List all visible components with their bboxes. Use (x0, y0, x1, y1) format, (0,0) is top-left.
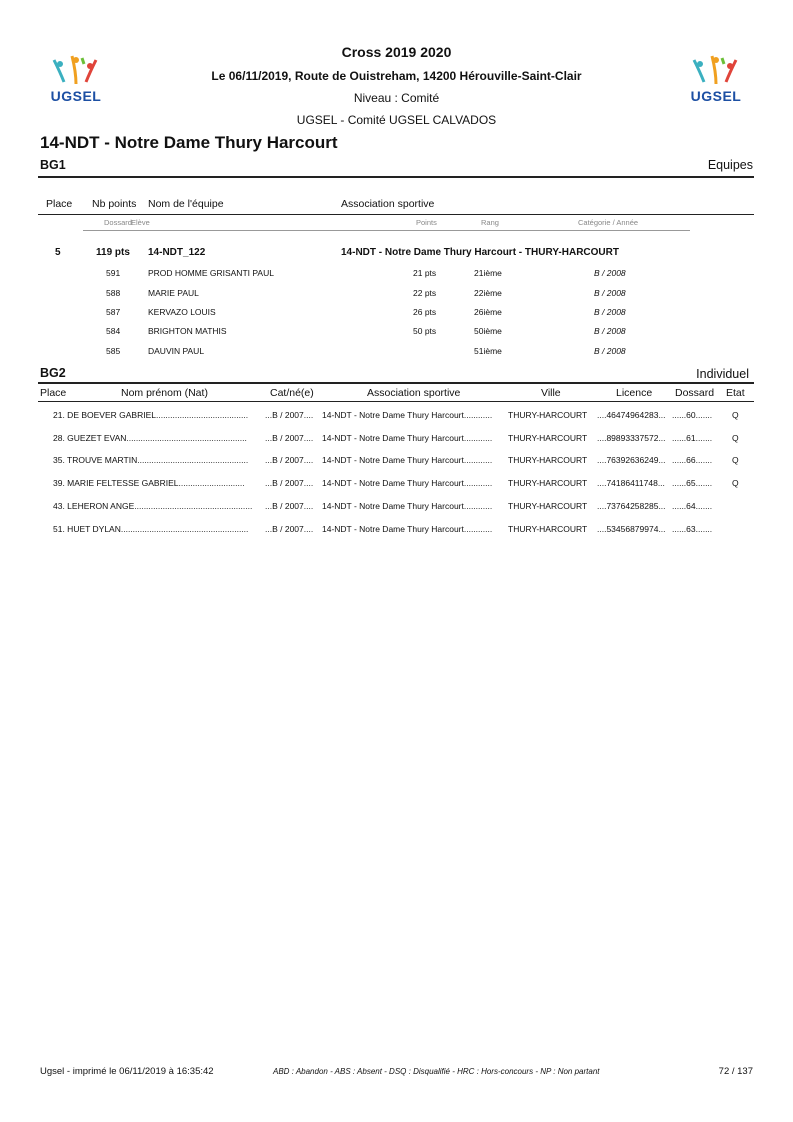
athlete-name: 28. GUEZET EVAN................................................... (53, 433, 247, 443)
niveau-label: Niveau : Comité (353, 91, 440, 105)
athlete-licence: ....76392636249... (597, 455, 666, 465)
col-licence: Licence (616, 387, 653, 399)
member-rang: 22ième (474, 288, 502, 298)
member-dossard: 584 (106, 326, 121, 336)
member-dossard: 591 (106, 268, 121, 278)
athlete-association: 14-NDT - Notre Dame Thury Harcourt............ (322, 524, 493, 534)
member-dossard: 588 (106, 288, 121, 298)
athlete-ville: THURY-HARCOURT (508, 455, 588, 465)
divider (38, 382, 754, 384)
athlete-etat: Q (732, 455, 739, 465)
athlete-cat: ...B / 2007.... (265, 433, 314, 443)
col-association: Association sportive (367, 387, 461, 399)
divider (38, 401, 754, 402)
team-points: 119 pts (96, 247, 130, 258)
team-association: 14-NDT - Notre Dame Thury Harcourt - THURY-HARCOURT (341, 247, 619, 258)
event-subtitle: Le 06/11/2019, Route de Ouistreham, 14200 Hérouville-Saint-Clair (211, 69, 582, 83)
athlete-licence: ....89893337572... (597, 433, 666, 443)
member-dossard: 585 (106, 346, 121, 356)
page-number: 72 / 137 (718, 1066, 753, 1077)
athlete-association: 14-NDT - Notre Dame Thury Harcourt............ (322, 478, 493, 488)
athlete-cat: ...B / 2007.... (265, 410, 314, 420)
athlete-association: 14-NDT - Notre Dame Thury Harcourt............ (322, 501, 493, 511)
athlete-ville: THURY-HARCOURT (508, 524, 588, 534)
col-association: Association sportive (341, 198, 435, 210)
team-name: 14-NDT_122 (148, 247, 206, 258)
team-group-label: BG1 (40, 158, 66, 172)
athlete-licence: ....74186411748... (597, 478, 665, 488)
member-name: MARIE PAUL (148, 288, 199, 298)
subcol-eleve: Elève (131, 218, 150, 227)
athlete-etat: Q (732, 478, 739, 488)
member-categorie: B / 2008 (594, 268, 626, 278)
athlete-cat: ...B / 2007.... (265, 501, 314, 511)
comite-label: UGSEL - Comité UGSEL CALVADOS (296, 113, 497, 127)
member-name: PROD HOMME GRISANTI PAUL (148, 268, 274, 278)
athlete-dossard: ......65....... (672, 478, 713, 488)
team-section-label: Equipes (707, 158, 753, 172)
member-name: KERVAZO LOUIS (148, 307, 216, 317)
member-points: 21 pts (413, 268, 437, 278)
athlete-etat: Q (732, 410, 739, 420)
member-points: 22 pts (413, 288, 437, 298)
col-dossard: Dossard (675, 387, 715, 399)
athlete-dossard: ......66....... (672, 455, 713, 465)
col-cat-ne: Cat/né(e) (270, 387, 314, 399)
athlete-name: 35. TROUVE MARTIN............................................... (53, 455, 249, 465)
member-rang: 51ième (474, 346, 502, 356)
col-nom-prenom: Nom prénom (Nat) (121, 387, 208, 399)
athlete-association: 14-NDT - Notre Dame Thury Harcourt............ (322, 433, 493, 443)
athlete-licence: ....53456879974... (597, 524, 666, 534)
divider (83, 230, 690, 231)
member-dossard: 587 (106, 307, 121, 317)
print-timestamp: Ugsel - imprimé le 06/11/2019 à 16:35:42 (40, 1066, 214, 1077)
athlete-dossard: ......60....... (672, 410, 713, 420)
athlete-ville: THURY-HARCOURT (508, 433, 588, 443)
col-ville: Ville (541, 387, 561, 399)
athlete-name: 39. MARIE FELTESSE GABRIEL............................ (53, 478, 245, 488)
logo-text: UGSEL (690, 88, 742, 104)
athlete-dossard: ......61....... (672, 433, 713, 443)
member-categorie: B / 2008 (594, 288, 626, 298)
athlete-association: 14-NDT - Notre Dame Thury Harcourt............ (322, 455, 493, 465)
member-categorie: B / 2008 (594, 346, 626, 356)
member-name: DAUVIN PAUL (148, 346, 205, 356)
athlete-dossard: ......64....... (672, 501, 713, 511)
divider (38, 214, 754, 215)
school-title: 14-NDT - Notre Dame Thury Harcourt (40, 133, 338, 152)
athlete-association: 14-NDT - Notre Dame Thury Harcourt............ (322, 410, 493, 420)
logo-text: UGSEL (50, 88, 102, 104)
athlete-ville: THURY-HARCOURT (508, 501, 588, 511)
athlete-etat: Q (732, 433, 739, 443)
col-team-name: Nom de l'équipe (148, 198, 224, 210)
member-points: 50 pts (413, 326, 437, 336)
col-nb-points: Nb points (92, 198, 137, 210)
col-etat: Etat (726, 387, 745, 399)
member-categorie: B / 2008 (594, 326, 626, 336)
athlete-licence: ....46474964283... (597, 410, 666, 420)
athlete-licence: ....73764258285... (597, 501, 666, 511)
subcol-points: Points (416, 218, 437, 227)
athlete-name: 21. DE BOEVER GABRIEL....................................... (53, 410, 249, 420)
athlete-cat: ...B / 2007.... (265, 524, 314, 534)
athlete-name: 43. LEHERON ANGE.................................................. (53, 501, 253, 511)
col-place: Place (46, 198, 73, 210)
athlete-cat: ...B / 2007.... (265, 455, 314, 465)
individual-group-label: BG2 (40, 366, 66, 380)
member-name: BRIGHTON MATHIS (148, 326, 227, 336)
subcol-categorie: Catégorie / Année (578, 218, 639, 227)
member-rang: 50ième (474, 326, 502, 336)
athlete-cat: ...B / 2007.... (265, 478, 314, 488)
subcol-dossard: Dossard (104, 218, 132, 227)
member-rang: 26ième (474, 307, 502, 317)
athlete-ville: THURY-HARCOURT (508, 410, 588, 420)
member-points: 26 pts (413, 307, 437, 317)
athlete-name: 51. HUET DYLAN...................................................... (53, 524, 249, 534)
divider (38, 176, 754, 178)
legend-text: ABD : Abandon - ABS : Absent - DSQ : Disqualifié - HRC : Hors-concours - NP : Non partant (273, 1067, 600, 1076)
subcol-rang: Rang (481, 218, 499, 227)
athlete-ville: THURY-HARCOURT (508, 478, 588, 488)
individual-section-label: Individuel (696, 367, 749, 381)
col-place: Place (40, 387, 67, 399)
team-place: 5 (55, 247, 61, 258)
athlete-dossard: ......63....... (672, 524, 713, 534)
event-title: Cross 2019 2020 (341, 44, 452, 60)
member-rang: 21ième (474, 268, 502, 278)
member-categorie: B / 2008 (594, 307, 626, 317)
